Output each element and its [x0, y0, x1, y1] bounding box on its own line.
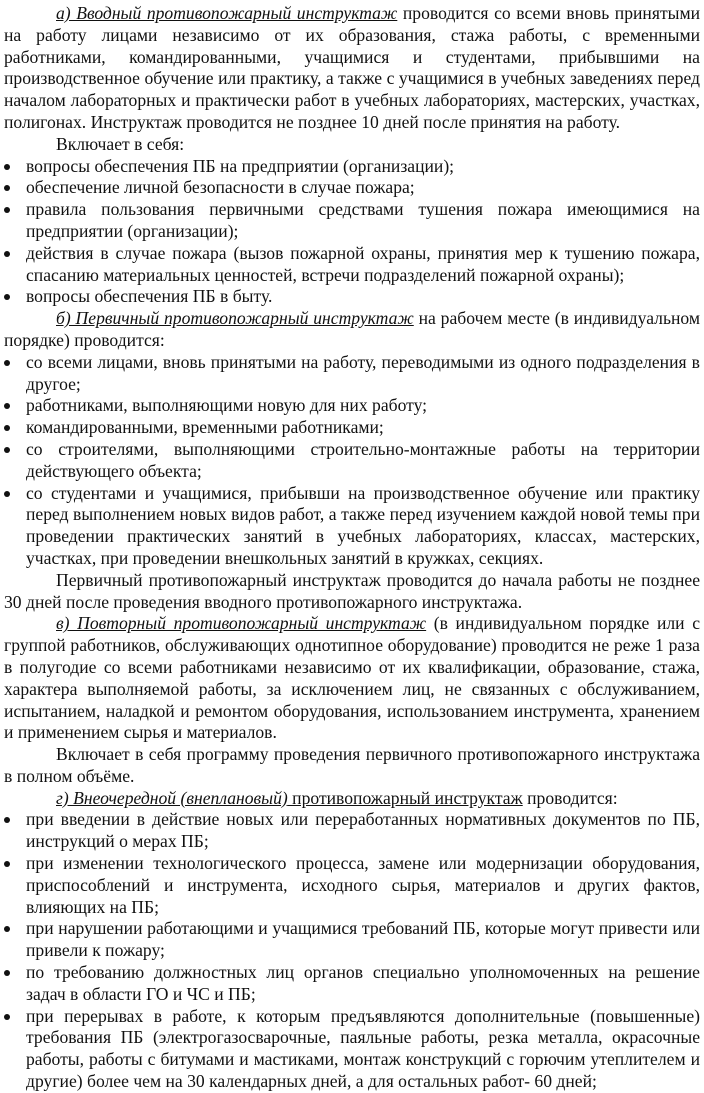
list-item: при изменении технологического процесса, замене или модернизации оборудования, приспособлений и инструмента, исходного сырья, материалов и других фактов, влияющих на ПБ; [4, 853, 700, 918]
section-d-label: г) Внеочередной (внеплановый) [56, 787, 288, 808]
list-item: действия в случае пожара (вызов пожарной охраны, принятия мер к тушению пожара, спасанию материальных ценностей, встречи подразделений пожарной охраны); [4, 243, 700, 287]
section-d-paragraph [4, 788, 700, 810]
section-b-list [4, 352, 700, 570]
section-d-label-rest: противопожарный инструктаж [287, 787, 523, 808]
section-a-list [4, 156, 700, 309]
section-c-includes: Включает в себя программу проведения первичного противопожарного инструктажа в полном объёме. [4, 744, 700, 786]
list-item: при перерывах в работе, к которым предъявляются дополнительные (повышенные) требования ПБ (электрогазосварочные, паяльные работы, резка металла, окрасочные работы, работы с битумами и мастиками, монтаж конструкций с горючим утеплителем и другие) более чем на 30 календарных дней, а для остальных работ- 60 дней; [4, 1006, 700, 1093]
list-item: вопросы обеспечения ПБ в быту. [4, 286, 700, 308]
list-item: со всеми лицами, вновь принятыми на работу, переводимыми из одного подразделения в другое; [4, 352, 700, 396]
section-c-paragraph [4, 613, 700, 744]
list-item: при нарушении работающими и учащимися требований ПБ, которые могут привести или привели к пожару; [4, 918, 700, 962]
section-b-paragraph [4, 308, 700, 352]
list-item: работниками, выполняющими новую для них работу; [4, 395, 700, 417]
list-item: командированными, временными работниками; [4, 417, 700, 439]
list-item: со студентами и учащимися, прибывши на производственное обучение или практику перед выполнением новых видов работ, а также перед изучением каждой новой темы при проведении практических занятий в учебных лабораториях, классах, мастерских, участках, при проведении внешкольных занятий в кружках, секциях. [4, 483, 700, 570]
list-item: правила пользования первичными средствами тушения пожара имеющимися на предприятии (организации); [4, 199, 700, 243]
section-a-text: проводится со всеми вновь принятыми на работу лицами независимо от их образования, стажа работы, с временными работниками, командированными, учащимися и студентами, прибывшими на производственное обучение или практику, а также с учащимися в учебных заведениях перед началом лабораторных и практически работ в учебных лабораториях, мастерских, участках, полигонах. Инструктаж проводится не позднее 10 дней после принятия на работу. [4, 3, 700, 132]
section-a-includes: Включает в себя: [56, 133, 185, 154]
section-b-text: на рабочем месте (в индивидуальном порядке) проводится: [4, 308, 700, 350]
section-a-paragraph [4, 3, 700, 134]
list-item: по требованию должностных лиц органов специально уполномоченных на решение задач в области ГО и ЧС и ПБ; [4, 962, 700, 1006]
section-d-text: проводится: [522, 787, 618, 808]
section-b-after: Первичный противопожарный инструктаж проводится до начала работы не позднее 30 дней после проведения вводного противопожарного инструктажа. [4, 569, 700, 612]
section-c-label: в) Повторный противопожарный инструктаж [56, 613, 427, 634]
section-d-list [4, 809, 700, 1092]
list-item: со строителями, выполняющими строительно-монтажные работы на территории действующего объекта; [4, 439, 700, 483]
section-c-text: (в индивидуальном порядке или с группой работников, обслуживающих однотипное оборудование) проводится не реже 1 раза в полугодие со всеми работниками независимо от их квалификации, образование, стажа, характера выполняемой работы, за исключением лиц, не связанных с обслуживанием, испытанием, наладкой и ремонтом оборудования, использованием инструмента, хранением и применением сырья и материалов. [4, 613, 700, 743]
list-item: при введении в действие новых или переработанных нормативных документов по ПБ, инструкций о мерах ПБ; [4, 809, 700, 853]
list-item: вопросы обеспечения ПБ на предприятии (организации); [4, 156, 700, 178]
section-a-label: а) Вводный противопожарный инструктаж [56, 3, 398, 23]
section-b-label: б) Первичный противопожарный инструктаж [56, 308, 414, 329]
list-item: обеспечение личной безопасности в случае пожара; [4, 177, 700, 199]
